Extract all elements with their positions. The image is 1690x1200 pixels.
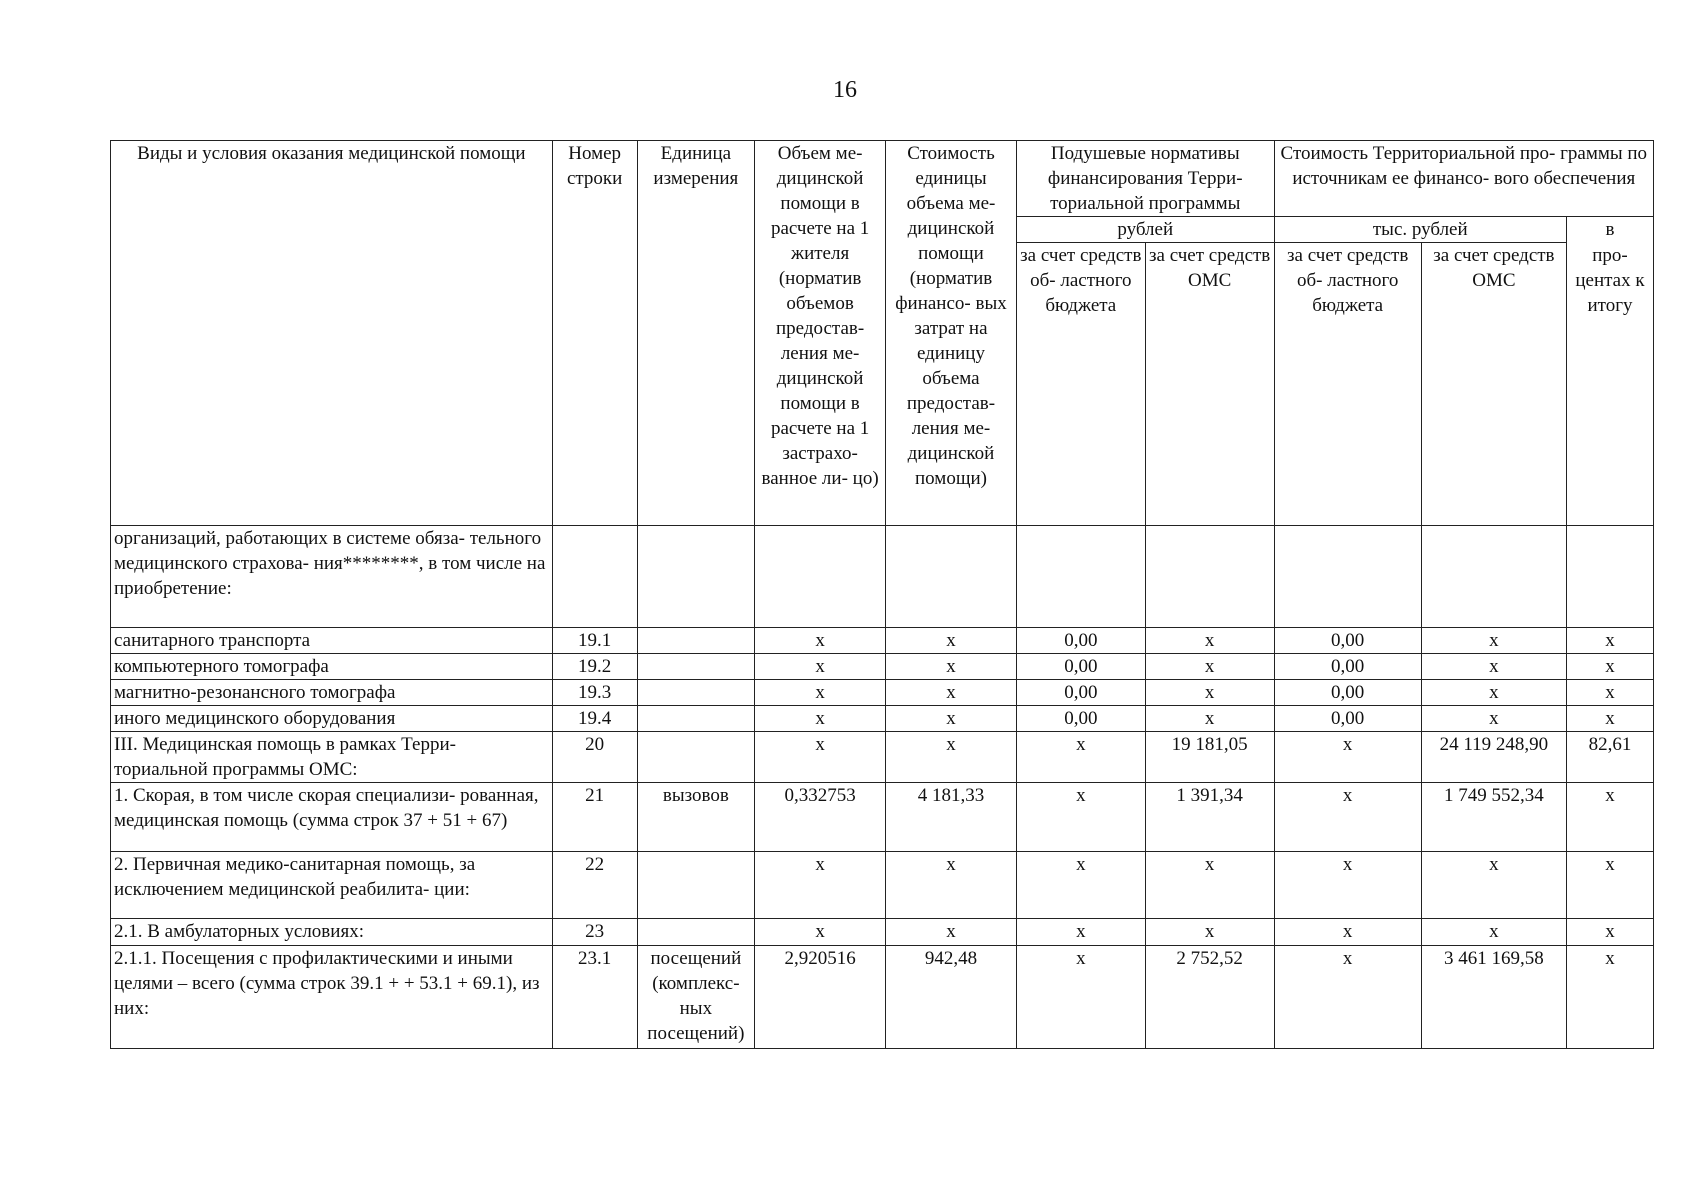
row-pr-budget: х bbox=[1274, 732, 1421, 783]
row-pr-oms: х bbox=[1421, 628, 1566, 654]
row-pr-pct: х bbox=[1566, 628, 1653, 654]
row-cost: х bbox=[886, 919, 1017, 946]
header-row-number: Номер строки bbox=[552, 141, 637, 526]
row-unit: вызовов bbox=[637, 783, 755, 852]
row-volume: х bbox=[755, 706, 886, 732]
header-unit-rubles: рублей bbox=[1016, 217, 1274, 243]
row-unit bbox=[637, 654, 755, 680]
row-pc-budget: х bbox=[1016, 946, 1145, 1049]
row-volume: х bbox=[755, 628, 886, 654]
row-pc-budget: 0,00 bbox=[1016, 706, 1145, 732]
row-name: санитарного транспорта bbox=[111, 628, 553, 654]
row-pr-budget: 0,00 bbox=[1274, 680, 1421, 706]
row-name: 2.1. В амбулаторных условиях: bbox=[111, 919, 553, 946]
row-number: 19.4 bbox=[552, 706, 637, 732]
header-unit: Единица измерения bbox=[637, 141, 755, 526]
row-pr-oms bbox=[1421, 526, 1566, 628]
header-unit-thousand-rubles: тыс. рублей bbox=[1274, 217, 1566, 243]
row-volume: х bbox=[755, 732, 886, 783]
row-volume: х bbox=[755, 852, 886, 919]
row-number bbox=[552, 526, 637, 628]
row-cost: х bbox=[886, 852, 1017, 919]
header-per-capita: Подушевые нормативы финансирования Терри- ториальной программы bbox=[1016, 141, 1274, 217]
header-sub-regional-budget: за счет средств об- ластного бюджета bbox=[1016, 243, 1145, 526]
table-row bbox=[111, 852, 1654, 919]
table-row bbox=[111, 680, 1654, 706]
row-name: 1. Скорая, в том числе скорая специализи- рованная, медицинская помощь (сумма строк 37 + 51 + 67) bbox=[111, 783, 553, 852]
table-row bbox=[111, 919, 1654, 946]
row-pc-oms: х bbox=[1145, 654, 1274, 680]
row-unit bbox=[637, 852, 755, 919]
table-row bbox=[111, 783, 1654, 852]
row-pr-pct: х bbox=[1566, 654, 1653, 680]
table-row bbox=[111, 654, 1654, 680]
row-pr-budget: 0,00 bbox=[1274, 706, 1421, 732]
row-name: 2.1.1. Посещения с профилактическими и иными целями – всего (сумма строк 39.1 + + 53.1 + 69.1), из них: bbox=[111, 946, 553, 1049]
row-cost: 4 181,33 bbox=[886, 783, 1017, 852]
row-pr-budget: 0,00 bbox=[1274, 628, 1421, 654]
row-pc-oms: 2 752,52 bbox=[1145, 946, 1274, 1049]
row-cost: х bbox=[886, 706, 1017, 732]
row-unit bbox=[637, 526, 755, 628]
row-unit bbox=[637, 680, 755, 706]
header-type: Виды и условия оказания медицинской помощи bbox=[111, 141, 553, 526]
row-number: 23.1 bbox=[552, 946, 637, 1049]
row-pc-oms: х bbox=[1145, 680, 1274, 706]
header-sub-percent: про- центах к итогу bbox=[1566, 243, 1653, 526]
row-unit bbox=[637, 628, 755, 654]
row-pc-oms bbox=[1145, 526, 1274, 628]
row-pc-oms: 1 391,34 bbox=[1145, 783, 1274, 852]
financing-table bbox=[110, 140, 1654, 1049]
row-number: 21 bbox=[552, 783, 637, 852]
table-row bbox=[111, 526, 1654, 628]
table-row bbox=[111, 732, 1654, 783]
row-pr-oms: х bbox=[1421, 680, 1566, 706]
row-unit bbox=[637, 706, 755, 732]
row-number: 19.1 bbox=[552, 628, 637, 654]
row-pr-pct bbox=[1566, 526, 1653, 628]
page-number: 16 bbox=[833, 77, 857, 103]
row-cost: х bbox=[886, 628, 1017, 654]
header-sub-oms-2: за счет средств ОМС bbox=[1421, 243, 1566, 526]
row-pr-budget: х bbox=[1274, 946, 1421, 1049]
row-number: 22 bbox=[552, 852, 637, 919]
row-number: 19.3 bbox=[552, 680, 637, 706]
row-name: магнитно-резонансного томографа bbox=[111, 680, 553, 706]
row-pc-budget: х bbox=[1016, 783, 1145, 852]
table-row bbox=[111, 706, 1654, 732]
row-pc-budget: х bbox=[1016, 732, 1145, 783]
row-pr-oms: х bbox=[1421, 919, 1566, 946]
header-cost: Стоимость единицы объема ме- дицинской помощи (норматив финансо- вых затрат на единицу объема предостав- ления ме- дицинской помощи) bbox=[886, 141, 1017, 526]
row-pc-budget: х bbox=[1016, 852, 1145, 919]
row-name: организаций, работающих в системе обяза- тельного медицинского страхова- ния********, в том числе на приобретение: bbox=[111, 526, 553, 628]
row-volume: х bbox=[755, 680, 886, 706]
header-unit-percent: в bbox=[1566, 217, 1653, 243]
row-pr-budget: х bbox=[1274, 852, 1421, 919]
row-volume: х bbox=[755, 919, 886, 946]
table-row bbox=[111, 946, 1654, 1049]
header-sub-regional-budget-2: за счет средств об- ластного бюджета bbox=[1274, 243, 1421, 526]
row-cost: х bbox=[886, 732, 1017, 783]
row-pc-oms: 19 181,05 bbox=[1145, 732, 1274, 783]
row-pc-oms: х bbox=[1145, 706, 1274, 732]
row-pr-pct: х bbox=[1566, 919, 1653, 946]
row-unit: посещений (комплекс- ных посещений) bbox=[637, 946, 755, 1049]
row-pr-oms: х bbox=[1421, 654, 1566, 680]
row-pr-pct: х bbox=[1566, 783, 1653, 852]
row-pc-budget: 0,00 bbox=[1016, 680, 1145, 706]
row-number: 20 bbox=[552, 732, 637, 783]
row-pc-oms: х bbox=[1145, 628, 1274, 654]
row-pr-oms: х bbox=[1421, 706, 1566, 732]
row-pc-oms: х bbox=[1145, 919, 1274, 946]
row-cost bbox=[886, 526, 1017, 628]
row-name: III. Медицинская помощь в рамках Терри- ториальной программы ОМС: bbox=[111, 732, 553, 783]
row-pc-budget: 0,00 bbox=[1016, 654, 1145, 680]
row-pr-budget: х bbox=[1274, 919, 1421, 946]
row-cost: х bbox=[886, 680, 1017, 706]
row-volume bbox=[755, 526, 886, 628]
row-pc-oms: х bbox=[1145, 852, 1274, 919]
header-volume: Объем ме- дицинской помощи в расчете на 1 жителя (норматив объемов предостав- ления ме- дицинской помощи в расчете на 1 застрахо- ванное ли- цо) bbox=[755, 141, 886, 526]
header-sub-oms: за счет средств ОМС bbox=[1145, 243, 1274, 526]
row-pr-budget: х bbox=[1274, 783, 1421, 852]
row-name: 2. Первичная медико-санитарная помощь, за исключением медицинской реабилита- ции: bbox=[111, 852, 553, 919]
row-pc-budget bbox=[1016, 526, 1145, 628]
row-pr-oms: 3 461 169,58 bbox=[1421, 946, 1566, 1049]
row-pr-pct: х bbox=[1566, 852, 1653, 919]
row-pr-budget bbox=[1274, 526, 1421, 628]
row-unit bbox=[637, 732, 755, 783]
row-pr-oms: х bbox=[1421, 852, 1566, 919]
row-pr-oms: 1 749 552,34 bbox=[1421, 783, 1566, 852]
row-pr-pct: х bbox=[1566, 946, 1653, 1049]
row-number: 23 bbox=[552, 919, 637, 946]
row-name: компьютерного томографа bbox=[111, 654, 553, 680]
row-volume: 0,332753 bbox=[755, 783, 886, 852]
row-pc-budget: х bbox=[1016, 919, 1145, 946]
row-cost: 942,48 bbox=[886, 946, 1017, 1049]
row-cost: х bbox=[886, 654, 1017, 680]
table-row bbox=[111, 628, 1654, 654]
row-pc-budget: 0,00 bbox=[1016, 628, 1145, 654]
row-pr-pct: 82,61 bbox=[1566, 732, 1653, 783]
row-pr-pct: х bbox=[1566, 680, 1653, 706]
row-name: иного медицинского оборудования bbox=[111, 706, 553, 732]
row-volume: 2,920516 bbox=[755, 946, 886, 1049]
row-pr-pct: х bbox=[1566, 706, 1653, 732]
header-program-cost: Стоимость Территориальной про- граммы по источникам ее финансо- вого обеспечения bbox=[1274, 141, 1653, 217]
row-number: 19.2 bbox=[552, 654, 637, 680]
header-row-1 bbox=[111, 141, 1654, 217]
row-pr-budget: 0,00 bbox=[1274, 654, 1421, 680]
row-unit bbox=[637, 919, 755, 946]
row-pr-oms: 24 119 248,90 bbox=[1421, 732, 1566, 783]
row-volume: х bbox=[755, 654, 886, 680]
